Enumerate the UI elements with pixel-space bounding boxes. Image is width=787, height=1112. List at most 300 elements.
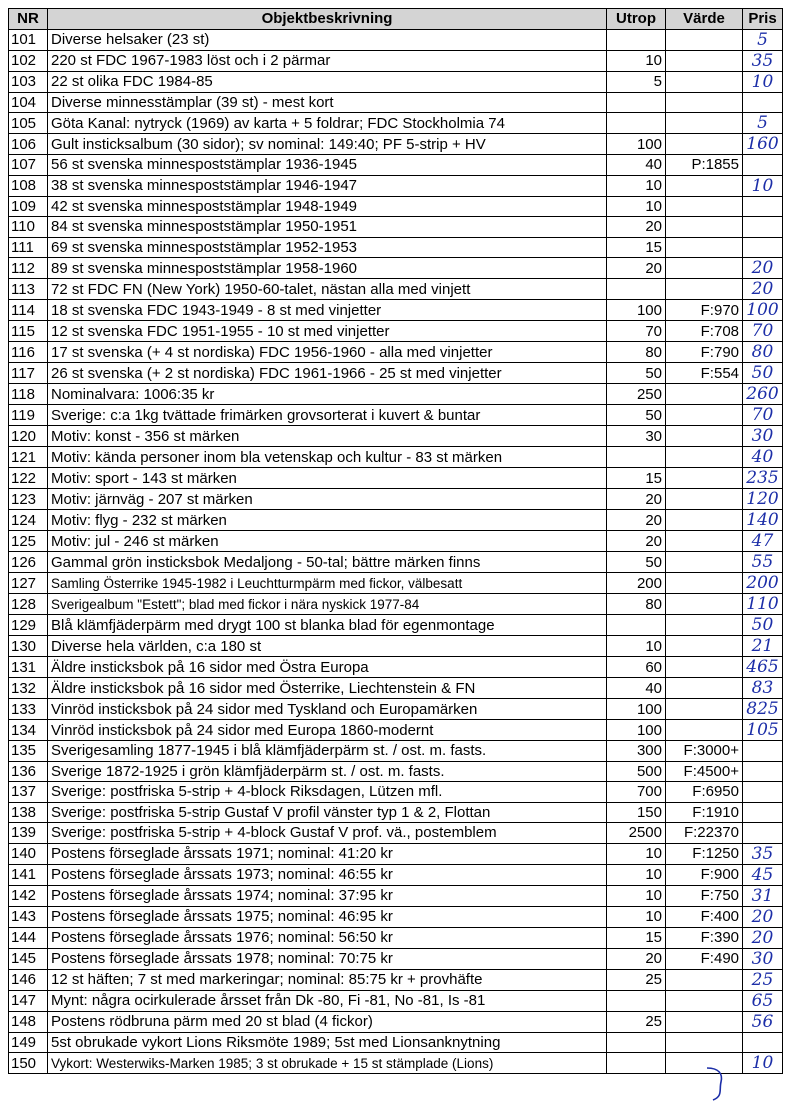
value-cell — [666, 71, 743, 92]
lot-number-cell: 116 — [9, 342, 48, 363]
handwritten-price-cell: 160 — [743, 134, 783, 155]
table-row — [9, 342, 783, 363]
table-row — [9, 720, 783, 741]
description-cell: 26 st svenska (+ 2 st nordiska) FDC 1961-1966 - 25 st med vinjetter — [48, 363, 607, 384]
start-price-cell — [607, 1032, 666, 1053]
description-cell: Motiv: kända personer inom bla vetenskap och kultur - 83 st märken — [48, 447, 607, 468]
table-row — [9, 906, 783, 927]
value-cell — [666, 510, 743, 531]
table-row — [9, 155, 783, 176]
table-row — [9, 237, 783, 258]
description-cell: Vinröd insticksbok på 24 sidor med Tyskland och Europamärken — [48, 699, 607, 720]
value-cell — [666, 175, 743, 196]
handwritten-price-cell — [743, 782, 783, 803]
description-cell: 17 st svenska (+ 4 st nordiska) FDC 1956-1960 - alla med vinjetter — [48, 342, 607, 363]
table-row — [9, 468, 783, 489]
table-row — [9, 321, 783, 342]
handwritten-price-cell: 50 — [743, 615, 783, 636]
lot-number-cell: 142 — [9, 885, 48, 906]
table-row — [9, 657, 783, 678]
description-cell: Diverse minnesstämplar (39 st) - mest kort — [48, 92, 607, 113]
lot-number-cell: 114 — [9, 300, 48, 321]
table-row — [9, 741, 783, 762]
value-cell — [666, 678, 743, 699]
value-cell — [666, 573, 743, 594]
start-price-cell: 50 — [607, 363, 666, 384]
description-cell: 12 st svenska FDC 1951-1955 - 10 st med vinjetter — [48, 321, 607, 342]
value-cell: F:1250 — [666, 843, 743, 864]
handwritten-price-cell: 20 — [743, 258, 783, 279]
description-cell: 89 st svenska minnespoststämplar 1958-1960 — [48, 258, 607, 279]
value-cell: F:6950 — [666, 782, 743, 803]
start-price-cell: 20 — [607, 258, 666, 279]
handwritten-price-cell: 235 — [743, 468, 783, 489]
handwritten-price-cell: 35 — [743, 843, 783, 864]
handwritten-price-cell: 70 — [743, 321, 783, 342]
description-cell: 84 st svenska minnespoststämplar 1950-1951 — [48, 217, 607, 238]
start-price-cell: 100 — [607, 699, 666, 720]
start-price-cell: 10 — [607, 864, 666, 885]
start-price-cell: 80 — [607, 342, 666, 363]
table-row — [9, 217, 783, 238]
description-cell: Sverige: postfriska 5-strip Gustaf V profil vänster typ 1 & 2, Flottan — [48, 802, 607, 823]
description-cell: Vinröd insticksbok på 24 sidor med Europa 1860-modernt — [48, 720, 607, 741]
lot-number-cell: 103 — [9, 71, 48, 92]
handwritten-price-cell: 47 — [743, 531, 783, 552]
value-cell — [666, 990, 743, 1011]
description-cell: Samling Österrike 1945-1982 i Leuchtturmpärm med fickor, välbesatt — [48, 573, 607, 594]
value-cell: F:1910 — [666, 802, 743, 823]
table-row — [9, 363, 783, 384]
value-cell — [666, 552, 743, 573]
table-row — [9, 552, 783, 573]
lot-number-cell: 109 — [9, 196, 48, 217]
description-cell: Postens förseglade årssats 1971; nominal: 41:20 kr — [48, 843, 607, 864]
description-cell: 38 st svenska minnespoststämplar 1946-1947 — [48, 175, 607, 196]
start-price-cell: 20 — [607, 948, 666, 969]
table-row — [9, 615, 783, 636]
start-price-cell: 100 — [607, 720, 666, 741]
table-row — [9, 1032, 783, 1053]
lot-number-cell: 128 — [9, 594, 48, 615]
description-cell: 18 st svenska FDC 1943-1949 - 8 st med vinjetter — [48, 300, 607, 321]
value-cell — [666, 636, 743, 657]
handwritten-price-cell: 50 — [743, 363, 783, 384]
table-body — [9, 29, 783, 1074]
table-row — [9, 134, 783, 155]
start-price-cell: 10 — [607, 196, 666, 217]
table-row — [9, 594, 783, 615]
start-price-cell: 80 — [607, 594, 666, 615]
description-cell: Motiv: jul - 246 st märken — [48, 531, 607, 552]
header-varde: Värde — [666, 9, 743, 30]
table-row — [9, 678, 783, 699]
start-price-cell — [607, 113, 666, 134]
value-cell — [666, 615, 743, 636]
start-price-cell: 250 — [607, 384, 666, 405]
lot-number-cell: 106 — [9, 134, 48, 155]
handwritten-price-cell: 5 — [743, 29, 783, 50]
table-row — [9, 782, 783, 803]
start-price-cell: 40 — [607, 678, 666, 699]
description-cell: Motiv: flyg - 232 st märken — [48, 510, 607, 531]
handwritten-price-cell: 100 — [743, 300, 783, 321]
lot-number-cell: 133 — [9, 699, 48, 720]
handwritten-price-cell — [743, 237, 783, 258]
lot-number-cell: 134 — [9, 720, 48, 741]
lot-number-cell: 119 — [9, 405, 48, 426]
description-cell: Vykort: Westerwiks-Marken 1985; 3 st obrukade + 15 st stämplade (Lions) — [48, 1053, 607, 1074]
handwritten-price-cell: 825 — [743, 699, 783, 720]
value-cell — [666, 531, 743, 552]
description-cell: 56 st svenska minnespoststämplar 1936-1945 — [48, 155, 607, 176]
value-cell: F:750 — [666, 885, 743, 906]
table-row — [9, 531, 783, 552]
start-price-cell: 300 — [607, 741, 666, 762]
table-row — [9, 29, 783, 50]
lot-number-cell: 146 — [9, 969, 48, 990]
handwritten-price-cell — [743, 217, 783, 238]
lot-number-cell: 145 — [9, 948, 48, 969]
description-cell: Sverigealbum "Estett"; blad med fickor i nära nyskick 1977-84 — [48, 594, 607, 615]
handwritten-price-cell: 5 — [743, 113, 783, 134]
value-cell — [666, 217, 743, 238]
handwritten-bracket — [703, 1064, 733, 1102]
start-price-cell: 2500 — [607, 823, 666, 844]
table-row — [9, 823, 783, 844]
table-row — [9, 489, 783, 510]
table-row — [9, 510, 783, 531]
lot-number-cell: 140 — [9, 843, 48, 864]
table-row — [9, 843, 783, 864]
table-row — [9, 864, 783, 885]
table-row — [9, 175, 783, 196]
description-cell: 42 st svenska minnespoststämplar 1948-1949 — [48, 196, 607, 217]
start-price-cell: 15 — [607, 927, 666, 948]
handwritten-price-cell: 110 — [743, 594, 783, 615]
table-row — [9, 92, 783, 113]
lot-number-cell: 115 — [9, 321, 48, 342]
description-cell: Postens förseglade årssats 1975; nominal: 46:95 kr — [48, 906, 607, 927]
value-cell — [666, 1011, 743, 1032]
description-cell: Diverse helsaker (23 st) — [48, 29, 607, 50]
value-cell — [666, 489, 743, 510]
handwritten-price-cell: 56 — [743, 1011, 783, 1032]
handwritten-price-cell — [743, 155, 783, 176]
description-cell: Gammal grön insticksbok Medaljong - 50-tal; bättre märken finns — [48, 552, 607, 573]
start-price-cell: 15 — [607, 468, 666, 489]
table-row — [9, 636, 783, 657]
value-cell — [666, 279, 743, 300]
lot-number-cell: 124 — [9, 510, 48, 531]
description-cell: Postens rödbruna pärm med 20 st blad (4 fickor) — [48, 1011, 607, 1032]
handwritten-price-cell: 105 — [743, 720, 783, 741]
start-price-cell: 25 — [607, 1011, 666, 1032]
description-cell: Postens förseglade årssats 1974; nominal: 37:95 kr — [48, 885, 607, 906]
handwritten-price-cell: 260 — [743, 384, 783, 405]
lot-number-cell: 120 — [9, 426, 48, 447]
table-row — [9, 573, 783, 594]
value-cell: F:490 — [666, 948, 743, 969]
handwritten-price-cell: 10 — [743, 1053, 783, 1074]
start-price-cell: 15 — [607, 237, 666, 258]
table-row — [9, 948, 783, 969]
lot-number-cell: 148 — [9, 1011, 48, 1032]
start-price-cell: 50 — [607, 552, 666, 573]
value-cell: F:970 — [666, 300, 743, 321]
handwritten-price-cell: 83 — [743, 678, 783, 699]
start-price-cell: 70 — [607, 321, 666, 342]
table-row — [9, 802, 783, 823]
handwritten-price-cell: 465 — [743, 657, 783, 678]
start-price-cell: 10 — [607, 906, 666, 927]
value-cell — [666, 468, 743, 489]
table-row — [9, 447, 783, 468]
value-cell — [666, 405, 743, 426]
handwritten-price-cell: 30 — [743, 426, 783, 447]
handwritten-price-cell: 70 — [743, 405, 783, 426]
table-row — [9, 426, 783, 447]
value-cell — [666, 50, 743, 71]
start-price-cell: 10 — [607, 885, 666, 906]
value-cell — [666, 969, 743, 990]
start-price-cell: 20 — [607, 489, 666, 510]
description-cell: Äldre insticksbok på 16 sidor med Österrike, Liechtenstein & FN — [48, 678, 607, 699]
lot-number-cell: 150 — [9, 1053, 48, 1074]
description-cell: Sverige: postfriska 5-strip + 4-block Gustaf V prof. vä., postemblem — [48, 823, 607, 844]
handwritten-price-cell — [743, 761, 783, 782]
start-price-cell — [607, 279, 666, 300]
table-row — [9, 279, 783, 300]
start-price-cell: 20 — [607, 531, 666, 552]
lot-number-cell: 102 — [9, 50, 48, 71]
handwritten-price-cell: 30 — [743, 948, 783, 969]
value-cell — [666, 29, 743, 50]
description-cell: 72 st FDC FN (New York) 1950-60-talet, nästan alla med vinjett — [48, 279, 607, 300]
value-cell — [666, 384, 743, 405]
header-pris: Pris — [743, 9, 783, 30]
description-cell: Sverige: c:a 1kg tvättade frimärken grovsorterat i kuvert & buntar — [48, 405, 607, 426]
handwritten-price-cell: 140 — [743, 510, 783, 531]
start-price-cell: 10 — [607, 636, 666, 657]
handwritten-price-cell: 40 — [743, 447, 783, 468]
start-price-cell: 60 — [607, 657, 666, 678]
description-cell: Motiv: järnväg - 207 st märken — [48, 489, 607, 510]
description-cell: Sverigesamling 1877-1945 i blå klämfjäderpärm st. / ost. m. fasts. — [48, 741, 607, 762]
lot-number-cell: 108 — [9, 175, 48, 196]
start-price-cell: 500 — [607, 761, 666, 782]
handwritten-price-cell: 20 — [743, 906, 783, 927]
lot-number-cell: 105 — [9, 113, 48, 134]
lot-number-cell: 135 — [9, 741, 48, 762]
header-utrop: Utrop — [607, 9, 666, 30]
value-cell — [666, 426, 743, 447]
lot-number-cell: 132 — [9, 678, 48, 699]
header-row — [9, 9, 783, 30]
description-cell: Motiv: sport - 143 st märken — [48, 468, 607, 489]
value-cell — [666, 258, 743, 279]
value-cell: F:554 — [666, 363, 743, 384]
lot-number-cell: 141 — [9, 864, 48, 885]
description-cell: Gult insticksalbum (30 sidor); sv nominal: 149:40; PF 5-strip + HV — [48, 134, 607, 155]
handwritten-price-cell — [743, 1032, 783, 1053]
lot-number-cell: 122 — [9, 468, 48, 489]
lot-number-cell: 111 — [9, 237, 48, 258]
lot-number-cell: 112 — [9, 258, 48, 279]
value-cell: F:22370 — [666, 823, 743, 844]
handwritten-price-cell: 200 — [743, 573, 783, 594]
table-row — [9, 71, 783, 92]
start-price-cell: 40 — [607, 155, 666, 176]
value-cell — [666, 657, 743, 678]
lot-number-cell: 104 — [9, 92, 48, 113]
description-cell: Motiv: konst - 356 st märken — [48, 426, 607, 447]
start-price-cell: 20 — [607, 510, 666, 531]
start-price-cell — [607, 1053, 666, 1074]
description-cell: Postens förseglade årssats 1978; nominal: 70:75 kr — [48, 948, 607, 969]
start-price-cell: 200 — [607, 573, 666, 594]
lot-number-cell: 147 — [9, 990, 48, 1011]
description-cell: Mynt: några ocirkulerade årsset från Dk -80, Fi -81, No -81, Is -81 — [48, 990, 607, 1011]
value-cell — [666, 447, 743, 468]
value-cell: F:4500+ — [666, 761, 743, 782]
description-cell: Göta Kanal: nytryck (1969) av karta + 5 foldrar; FDC Stockholmia 74 — [48, 113, 607, 134]
start-price-cell — [607, 92, 666, 113]
handwritten-price-cell: 55 — [743, 552, 783, 573]
table-row — [9, 1011, 783, 1032]
value-cell — [666, 92, 743, 113]
handwritten-price-cell: 45 — [743, 864, 783, 885]
start-price-cell: 10 — [607, 50, 666, 71]
handwritten-price-cell: 21 — [743, 636, 783, 657]
header-description: Objektbeskrivning — [48, 9, 607, 30]
table-row — [9, 258, 783, 279]
lot-number-cell: 118 — [9, 384, 48, 405]
auction-table — [8, 8, 783, 1074]
handwritten-price-cell: 31 — [743, 885, 783, 906]
table-row — [9, 384, 783, 405]
description-cell: Nominalvara: 1006:35 kr — [48, 384, 607, 405]
description-cell: 220 st FDC 1967-1983 löst och i 2 pärmar — [48, 50, 607, 71]
lot-number-cell: 149 — [9, 1032, 48, 1053]
handwritten-price-cell — [743, 196, 783, 217]
start-price-cell: 20 — [607, 217, 666, 238]
lot-number-cell: 123 — [9, 489, 48, 510]
lot-number-cell: 136 — [9, 761, 48, 782]
handwritten-price-cell — [743, 92, 783, 113]
table-row — [9, 113, 783, 134]
lot-number-cell: 121 — [9, 447, 48, 468]
start-price-cell: 150 — [607, 802, 666, 823]
lot-number-cell: 131 — [9, 657, 48, 678]
handwritten-price-cell: 20 — [743, 927, 783, 948]
start-price-cell: 5 — [607, 71, 666, 92]
start-price-cell: 10 — [607, 175, 666, 196]
table-row — [9, 990, 783, 1011]
start-price-cell: 100 — [607, 134, 666, 155]
table-row — [9, 405, 783, 426]
value-cell: P:1855 — [666, 155, 743, 176]
description-cell: Postens förseglade årssats 1976; nominal: 56:50 kr — [48, 927, 607, 948]
lot-number-cell: 110 — [9, 217, 48, 238]
handwritten-price-cell — [743, 802, 783, 823]
start-price-cell — [607, 29, 666, 50]
description-cell: 12 st häften; 7 st med markeringar; nominal: 85:75 kr + provhäfte — [48, 969, 607, 990]
value-cell — [666, 196, 743, 217]
lot-number-cell: 143 — [9, 906, 48, 927]
table-row — [9, 885, 783, 906]
lot-number-cell: 127 — [9, 573, 48, 594]
description-cell: Diverse hela världen, c:a 180 st — [48, 636, 607, 657]
start-price-cell: 10 — [607, 843, 666, 864]
description-cell: Sverige 1872-1925 i grön klämfjäderpärm st. / ost. m. fasts. — [48, 761, 607, 782]
handwritten-price-cell: 10 — [743, 71, 783, 92]
description-cell: Postens förseglade årssats 1973; nominal: 46:55 kr — [48, 864, 607, 885]
description-cell: 5st obrukade vykort Lions Riksmöte 1989; 5st med Lionsanknytning — [48, 1032, 607, 1053]
description-cell: Äldre insticksbok på 16 sidor med Östra Europa — [48, 657, 607, 678]
start-price-cell — [607, 990, 666, 1011]
lot-number-cell: 113 — [9, 279, 48, 300]
value-cell — [666, 594, 743, 615]
handwritten-price-cell — [743, 741, 783, 762]
value-cell: F:400 — [666, 906, 743, 927]
table-row — [9, 50, 783, 71]
description-cell: Blå klämfjäderpärm med drygt 100 st blanka blad för egenmontage — [48, 615, 607, 636]
value-cell — [666, 113, 743, 134]
table-row — [9, 927, 783, 948]
table-row — [9, 300, 783, 321]
description-cell: Sverige: postfriska 5-strip + 4-block Riksdagen, Lützen mfl. — [48, 782, 607, 803]
value-cell — [666, 134, 743, 155]
handwritten-price-cell: 35 — [743, 50, 783, 71]
handwritten-price-cell: 20 — [743, 279, 783, 300]
value-cell — [666, 720, 743, 741]
table-row — [9, 1053, 783, 1074]
handwritten-price-cell: 80 — [743, 342, 783, 363]
start-price-cell: 700 — [607, 782, 666, 803]
lot-number-cell: 125 — [9, 531, 48, 552]
table-row — [9, 761, 783, 782]
value-cell — [666, 237, 743, 258]
value-cell: F:708 — [666, 321, 743, 342]
table-row — [9, 699, 783, 720]
description-cell: 22 st olika FDC 1984-85 — [48, 71, 607, 92]
start-price-cell: 100 — [607, 300, 666, 321]
handwritten-price-cell: 120 — [743, 489, 783, 510]
table-row — [9, 969, 783, 990]
lot-number-cell: 139 — [9, 823, 48, 844]
description-cell: 69 st svenska minnespoststämplar 1952-1953 — [48, 237, 607, 258]
lot-number-cell: 129 — [9, 615, 48, 636]
lot-number-cell: 101 — [9, 29, 48, 50]
value-cell: F:390 — [666, 927, 743, 948]
value-cell — [666, 699, 743, 720]
handwritten-price-cell: 25 — [743, 969, 783, 990]
start-price-cell: 30 — [607, 426, 666, 447]
handwritten-price-cell: 65 — [743, 990, 783, 1011]
handwritten-price-cell — [743, 823, 783, 844]
table-row — [9, 196, 783, 217]
start-price-cell: 50 — [607, 405, 666, 426]
start-price-cell — [607, 615, 666, 636]
start-price-cell: 25 — [607, 969, 666, 990]
value-cell: F:900 — [666, 864, 743, 885]
lot-number-cell: 138 — [9, 802, 48, 823]
lot-number-cell: 117 — [9, 363, 48, 384]
start-price-cell — [607, 447, 666, 468]
lot-number-cell: 107 — [9, 155, 48, 176]
header-nr: NR — [9, 9, 48, 30]
